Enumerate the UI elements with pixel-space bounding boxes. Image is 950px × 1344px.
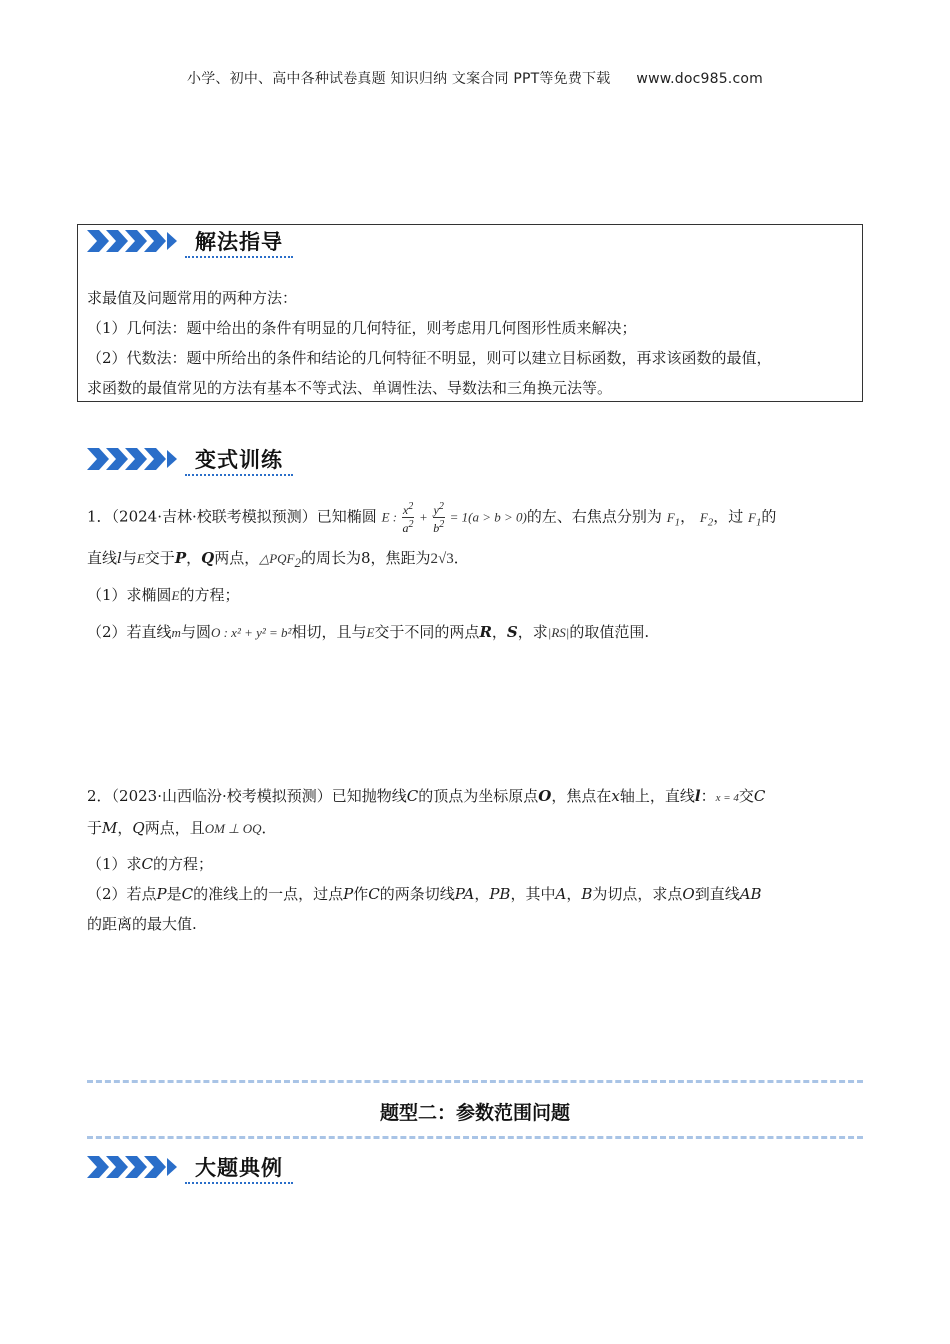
section-divider-bottom (87, 1136, 863, 1139)
title-underline (185, 256, 293, 258)
header-url[interactable]: www.doc985.com (636, 71, 763, 87)
q1-sub-2: （2）若直线m与圆O : x² + y² = b²相切，且与E交于不同的两点R，S，求|RS|的取值范围. (87, 623, 650, 641)
q2-line-2: 于M，Q两点，且OM ⊥ OQ． (87, 819, 277, 837)
q2-sub-2-cont: 的距离的最大值. (87, 915, 197, 933)
section-title: 题型二：参数范围问题 (379, 1102, 570, 1124)
practice-title: 变式训练 (195, 448, 283, 472)
example-title: 大题典例 (195, 1156, 283, 1180)
section-divider-top (87, 1080, 863, 1083)
guide-banner (87, 226, 283, 256)
fraction-x2-a2: $\frac{x^2}{a^2}$ (402, 501, 414, 535)
practice-banner (87, 444, 283, 474)
q2-sub-1: （1）求C的方程； (87, 855, 214, 873)
guide-method-2: （2）代数法：题中所给出的条件和结论的几何特征不明显，则可以建立目标函数，再求该函数的最值， (87, 349, 772, 367)
q1-sub-1: （1）求椭圆E的方程； (87, 586, 240, 604)
page-header (0, 68, 950, 88)
header-text: 小学、初中、高中各种试卷真题 知识归纳 文案合同 PPT等免费下载 (187, 71, 611, 87)
chevron-arrows-icon (87, 1154, 189, 1180)
chevron-arrows-icon (87, 228, 189, 254)
title-underline (185, 474, 293, 476)
q1-line-1: 1．（2024·吉林·校联考模拟预测）已知椭圆 E : $\frac{x^2}{a^2}$ + $\frac{y^2}{b^2}$ = 1(a > b > 0)的左、右焦点分别为 $F_1$， $F_2$，过 $F_1$的 (87, 501, 777, 535)
guide-intro: 求最值及问题常用的两种方法： (87, 289, 298, 307)
example-banner (87, 1152, 283, 1182)
chevron-arrows-icon (87, 446, 189, 472)
guide-title: 解法指导 (195, 230, 283, 254)
guide-method-2-cont: 求函数的最值常见的方法有基本不等式法、单调性法、导数法和三角换元法等。 (87, 379, 613, 397)
guide-method-1: （1）几何法：题中给出的条件有明显的几何特征，则考虑用几何图形性质来解决； (87, 319, 637, 337)
q2-sub-2: （2）若点P是C的准线上的一点，过点P作C的两条切线PA，PB，其中A，B为切点，求点O到直线AB (87, 885, 762, 903)
fraction-y2-b2: $\frac{y^2}{b^2}$ (433, 501, 445, 535)
title-underline (185, 1182, 293, 1184)
q2-line-1: 2．（2023·山西临汾·校考模拟预测）已知抛物线C的顶点为坐标原点O，焦点在x轴上，直线l：x = 4交C (87, 787, 766, 805)
q1-line-2: 直线l与E交于P，Q两点，$\triangle PQF_2$的周长为8，焦距为2√3． (87, 549, 469, 570)
